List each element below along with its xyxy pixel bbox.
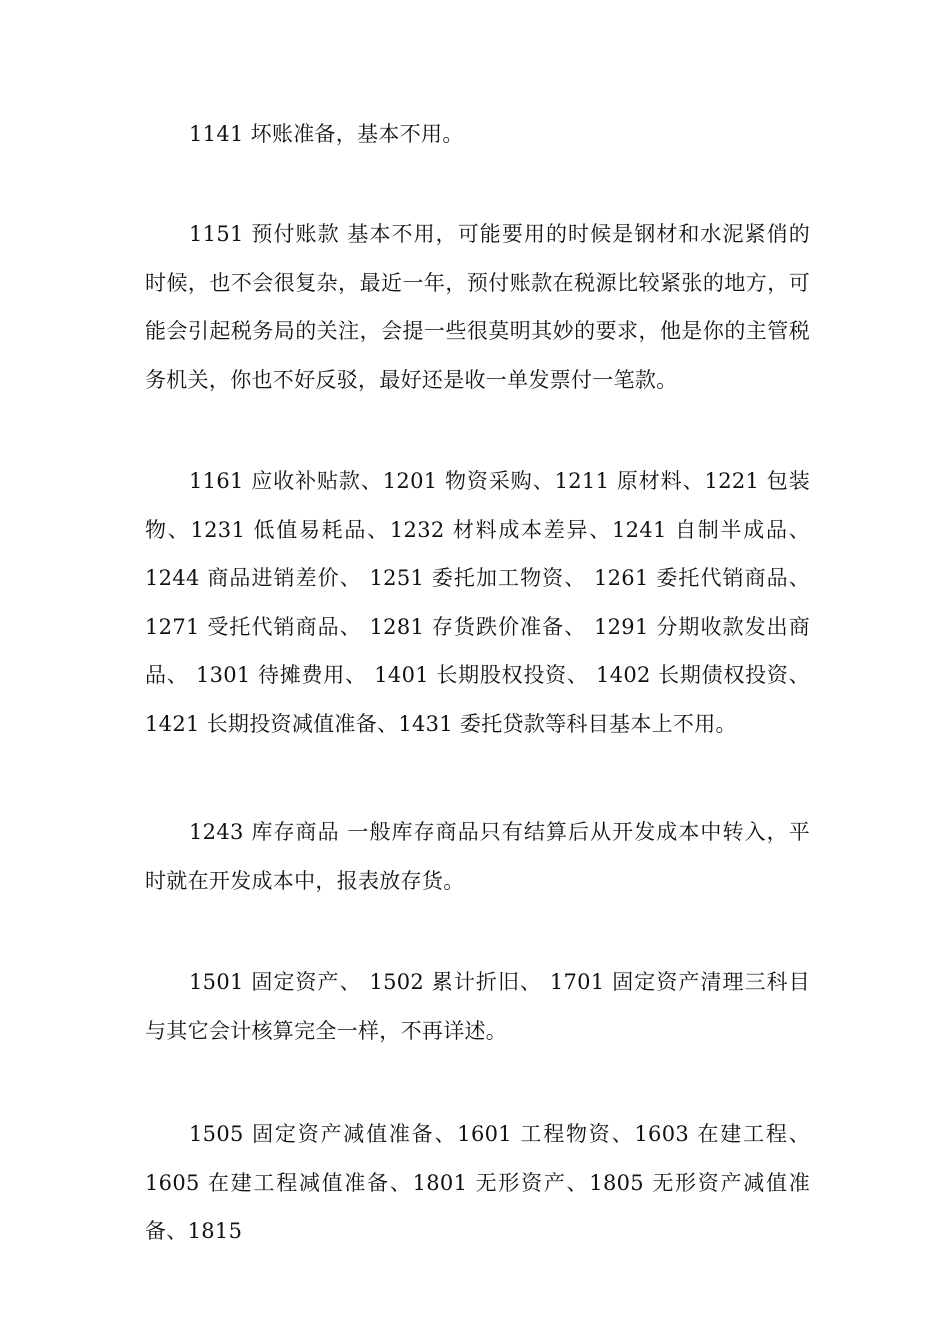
paragraph-inventory-goods: 1243 库存商品 一般库存商品只有结算后从开发成本中转入，平时就在开发成本中，报表放存货。 (145, 820, 810, 893)
paragraph-bad-debt-provision: 1141 坏账准备，基本不用。 (189, 122, 464, 146)
paragraph-fixed-assets: 1501 固定资产、 1502 累计折旧、 1701 固定资产清理三科目与其它会计核算完全一样，不再详述。 (145, 970, 810, 1043)
paragraph-asset-impairment: 1505 固定资产减值准备、1601 工程物资、1603 在建工程、1605 在建工程减值准备、1801 无形资产、1805 无形资产减值准备、1815 (145, 1122, 810, 1243)
paragraph-unused-accounts: 1161 应收补贴款、1201 物资采购、1211 原材料、1221 包装物、1231 低值易耗品、1232 材料成本差异、1241 自制半成品、1244 商品进销差价、 1251 委托加工物资、 1261 委托代销商品、 1271 受托代销商品、 1281 存货跌价准备、 1291 分期收款发出商品、 1301 待摊费用、 1401 长期股权投资、 1402 长期债权投资、 1421 长期投资减值准备、1431 委托贷款等科目基本上不用。 (145, 469, 810, 736)
paragraph-prepayments: 1151 预付账款 基本不用，可能要用的时候是钢材和水泥紧俏的时候，也不会很复杂，最近一年，预付账款在税源比较紧张的地方，可能会引起税务局的关注，会提一些很莫明其妙的要求，他是你的主管税务机关，你也不好反驳，最好还是收一单发票付一笔款。 (145, 222, 810, 392)
